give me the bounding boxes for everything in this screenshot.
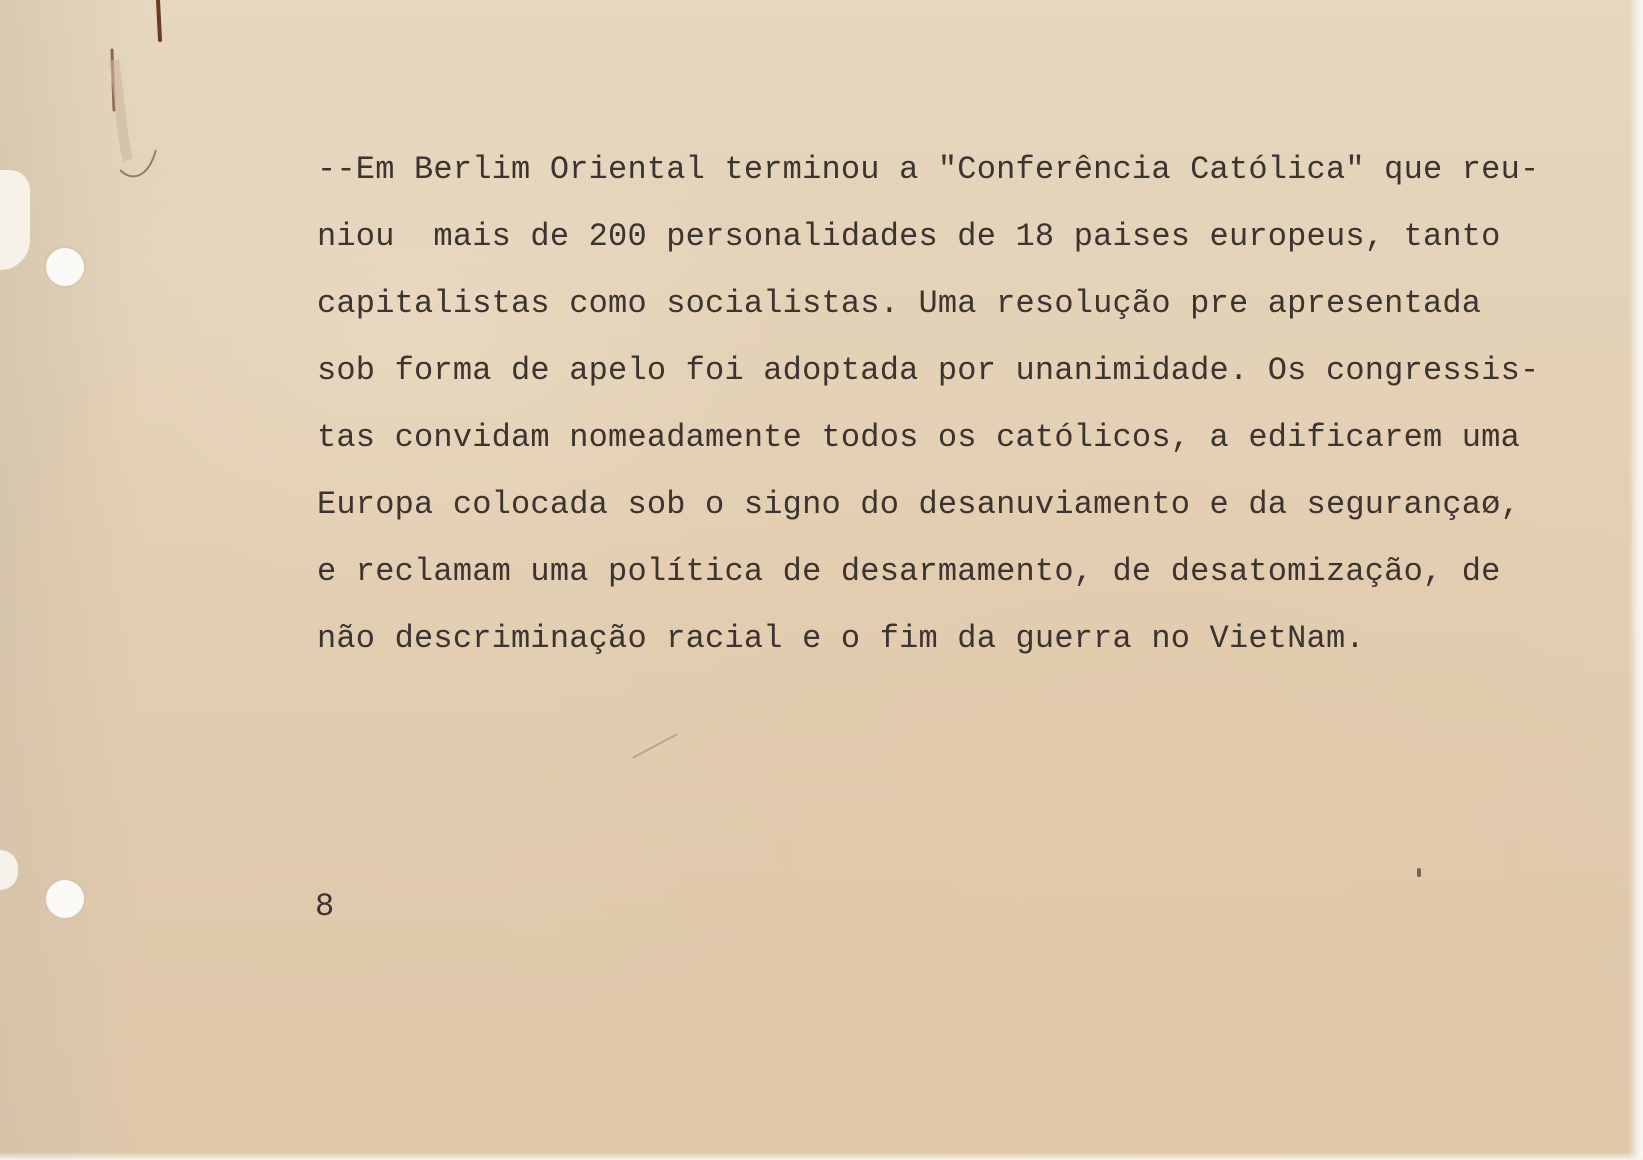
paper-bottom-edge: [0, 1152, 1643, 1160]
text-line: sob forma de apelo foi adoptada por unanimidade. Os congressis-: [317, 352, 1540, 389]
text-line: capitalistas como socialistas. Uma resolução pre apresentada: [317, 285, 1482, 322]
page-number: 8: [315, 888, 335, 925]
pencil-mark: [632, 733, 677, 758]
text-line: Europa colocada sob o signo do desanuviamento e da segurançaø,: [317, 486, 1520, 523]
staple-mark-icon: [100, 0, 170, 190]
text-line: e reclamam uma política de desarmamento, de desatomização, de: [317, 553, 1501, 590]
punch-hole-bottom: [46, 880, 84, 918]
text-line: --Em Berlim Oriental terminou a "Conferência Católica" que reu-: [317, 151, 1540, 188]
punch-hole-top: [46, 248, 84, 286]
text-line: niou mais de 200 personalidades de 18 paises europeus, tanto: [317, 218, 1501, 255]
typed-paragraph: [317, 136, 1617, 672]
ink-speck: [1417, 868, 1421, 877]
torn-paper-edge-top: [0, 170, 30, 270]
text-line: tas convidam nomeadamente todos os católicos, a edificarem uma: [317, 419, 1520, 456]
text-line: não descriminação racial e o fim da guerra no VietNam.: [317, 620, 1365, 657]
paper-right-edge: [1629, 0, 1643, 1160]
